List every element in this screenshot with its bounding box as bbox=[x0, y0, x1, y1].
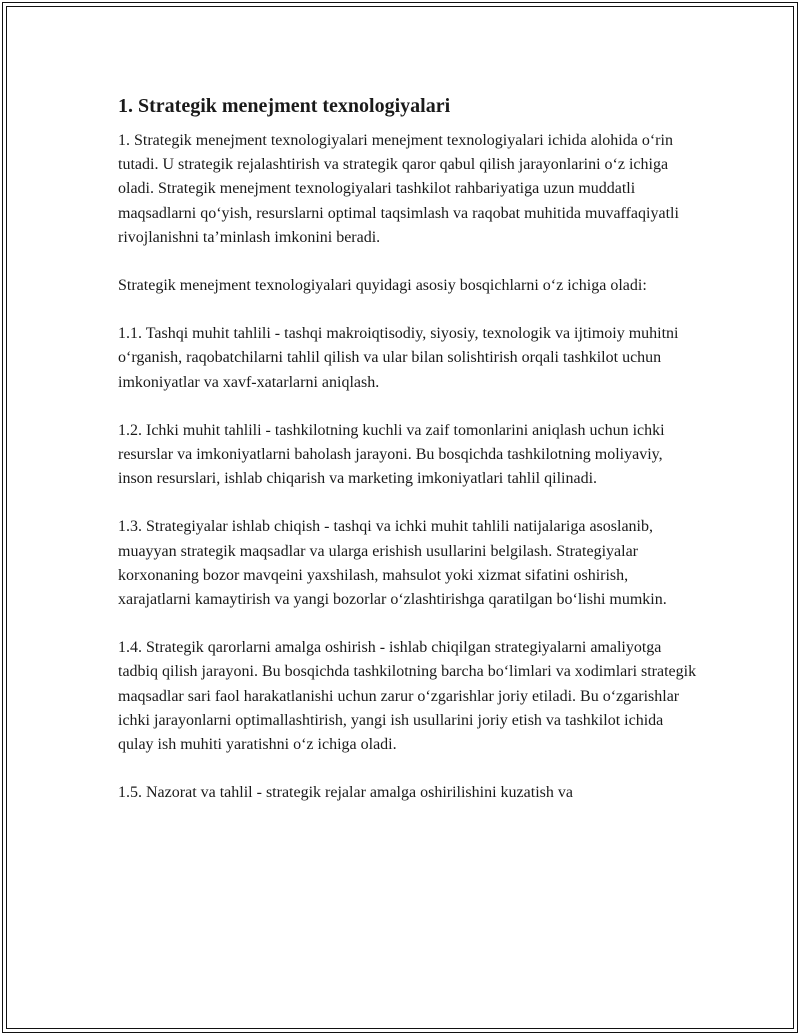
paragraph-1-3: 1.3. Strategiyalar ishlab chiqish - tashqi va ichki muhit tahlili natijalariga asoslanib, muayyan strategik maqsadlar va ularga erishish usullarini belgilash. Strategiyalar korxonaning bozor mavqeini yaxshilash, mahsulot yoki xizmat sifatini oshirish, xarajatlarni kamaytirish va yangi bozorlar o‘zlashtirishga qaratilgan bo‘lishi mumkin. bbox=[118, 518, 667, 609]
paragraph-1-5: 1.5. Nazorat va tahlil - strategik rejalar amalga oshirilishini kuzatish va bbox=[118, 784, 573, 802]
paragraph-stages-lead: Strategik menejment texnologiyalari quyidagi asosiy bosqichlarni o‘z ichiga oladi: bbox=[118, 277, 647, 295]
paragraph-1-2: 1.2. Ichki muhit tahlili - tashkilotning kuchli va zaif tomonlarini aniqlash uchun ichki resurslar va imkoniyatlarni baholash jarayoni. Bu bosqichda tashkilotning moliyaviy, inson resurslari, ishlab chiqarish va marketing imkoniyatlari tahlil qilinadi. bbox=[118, 421, 665, 488]
paragraph-intro: 1. Strategik menejment texnologiyalari menejment texnologiyalari ichida alohida o‘rin tutadi. U strategik rejalashtirish va strategik qaror qabul qilish jarayonlarini o‘z ichiga oladi. Strategik menejment texnologiyalari tashkilot rahbariyatiga uzun muddatli maqsadlarni qo‘yish, resurslarni optimal taqsimlash va raqobat muhitida muvaffaqiyatli rivojlanishni ta’minlash imkonini beradi. bbox=[118, 132, 679, 246]
paragraph-1-4: 1.4. Strategik qarorlarni amalga oshirish - ishlab chiqilgan strategiyalarni amaliyotga tadbiq qilish jarayoni. Bu bosqichda tashkilotning barcha bo‘limlari va xodimlari strategik maqsadlar sari faol harakatlanishi uchun zarur o‘zgarishlar joriy etiladi. Bu o‘zgarishlar ichki jarayonlarni optimallashtirish, yangi ish usullarini joriy etish va tashkilot ichida qulay ish muhiti yaratishni o‘z ichiga oladi. bbox=[118, 639, 697, 754]
paragraph-1-1: 1.1. Tashqi muhit tahlili - tashqi makroiqtisodiy, siyosiy, texnologik va ijtimoiy muhitni o‘rganish, raqobatchilarni tahlil qilish va ular bilan solishtirish orqali tashkilot uchun imkoniyatlar va xavf-xatarlarni aniqlash. bbox=[118, 325, 679, 391]
document-body bbox=[118, 93, 698, 829]
section-heading: 1. Strategik menejment texnologiyalari bbox=[118, 95, 451, 117]
